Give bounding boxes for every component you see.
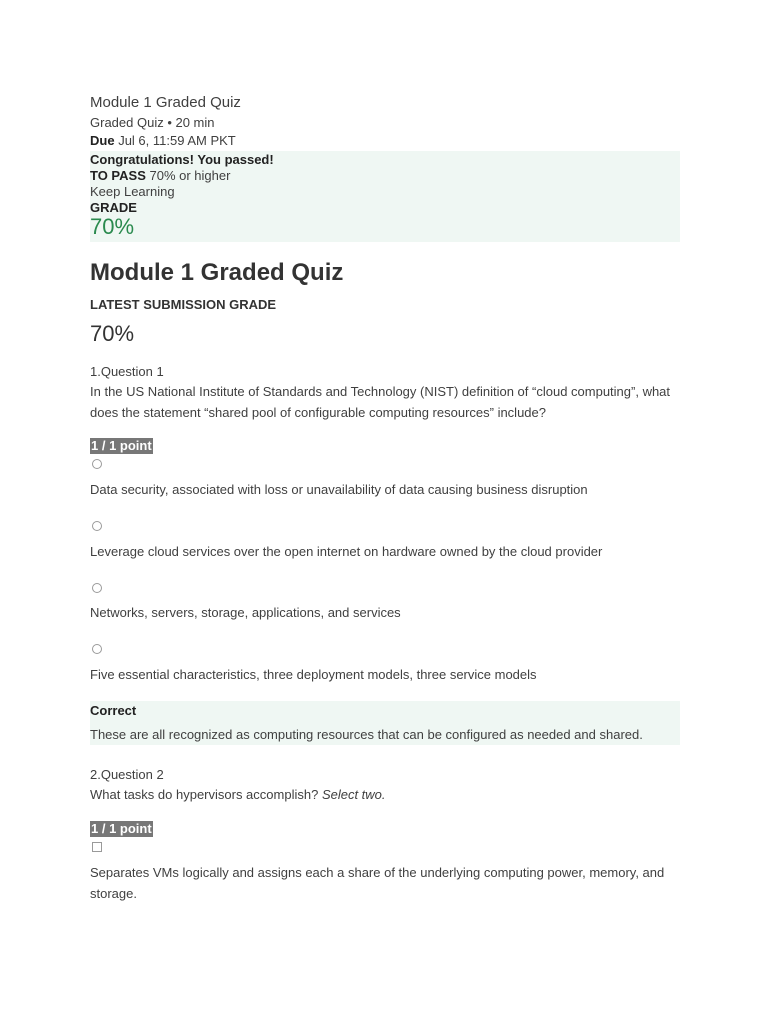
feedback-title: Correct bbox=[90, 703, 137, 718]
latest-submission-label: LATEST SUBMISSION GRADE bbox=[90, 297, 277, 312]
question-text-main: What tasks do hypervisors accomplish? bbox=[90, 787, 319, 802]
question-text bbox=[90, 784, 680, 805]
grade-label: GRADE bbox=[90, 200, 137, 215]
quiz-meta: Graded Quiz • 20 min bbox=[90, 115, 215, 130]
question-text-emphasis: Select two. bbox=[321, 787, 386, 802]
latest-submission-grade: 70% bbox=[90, 321, 135, 346]
option-radio[interactable] bbox=[92, 644, 102, 654]
quiz-title-small: Module 1 Graded Quiz bbox=[90, 94, 241, 111]
page-title: Module 1 Graded Quiz bbox=[90, 259, 344, 286]
due-date bbox=[90, 133, 236, 148]
keep-learning-link[interactable]: Keep Learning bbox=[90, 184, 175, 199]
due-value: Jul 6, 11:59 AM PKT bbox=[118, 133, 236, 148]
question-text: In the US National Institute of Standards and Technology (NIST) definition of “cloud computing”, what does the statement “shared pool of configurable computing resources” include? bbox=[90, 384, 671, 420]
option-label: Separates VMs logically and assigns each a share of the underlying computing power, memory, and storage. bbox=[90, 865, 665, 901]
option-radio[interactable] bbox=[92, 459, 102, 469]
grade-value: 70% bbox=[90, 214, 135, 239]
congrats-message: Congratulations! You passed! bbox=[90, 152, 274, 167]
option-checkbox[interactable] bbox=[92, 842, 102, 852]
pass-result-box bbox=[90, 151, 680, 242]
option-radio[interactable] bbox=[92, 521, 102, 531]
points-badge: 1 / 1 point bbox=[91, 821, 152, 836]
points-badge: 1 / 1 point bbox=[91, 438, 152, 453]
pass-requirement bbox=[90, 168, 230, 183]
feedback-text: These are all recognized as computing resources that can be configured as needed and shared. bbox=[90, 727, 643, 742]
option-label: Networks, servers, storage, applications, and services bbox=[90, 605, 401, 620]
to-pass-label: TO PASS bbox=[90, 168, 146, 183]
option-label: Five essential characteristics, three deployment models, three service models bbox=[90, 667, 537, 682]
feedback-box bbox=[90, 701, 680, 745]
option-label: Leverage cloud services over the open internet on hardware owned by the cloud provider bbox=[90, 544, 603, 559]
question-number: 1.Question 1 bbox=[90, 364, 164, 379]
option-radio[interactable] bbox=[92, 583, 102, 593]
due-label: Due bbox=[90, 133, 115, 148]
option-label: Data security, associated with loss or unavailability of data causing business disruption bbox=[90, 482, 588, 497]
to-pass-value: 70% or higher bbox=[149, 168, 231, 183]
question-number: 2.Question 2 bbox=[90, 767, 164, 782]
